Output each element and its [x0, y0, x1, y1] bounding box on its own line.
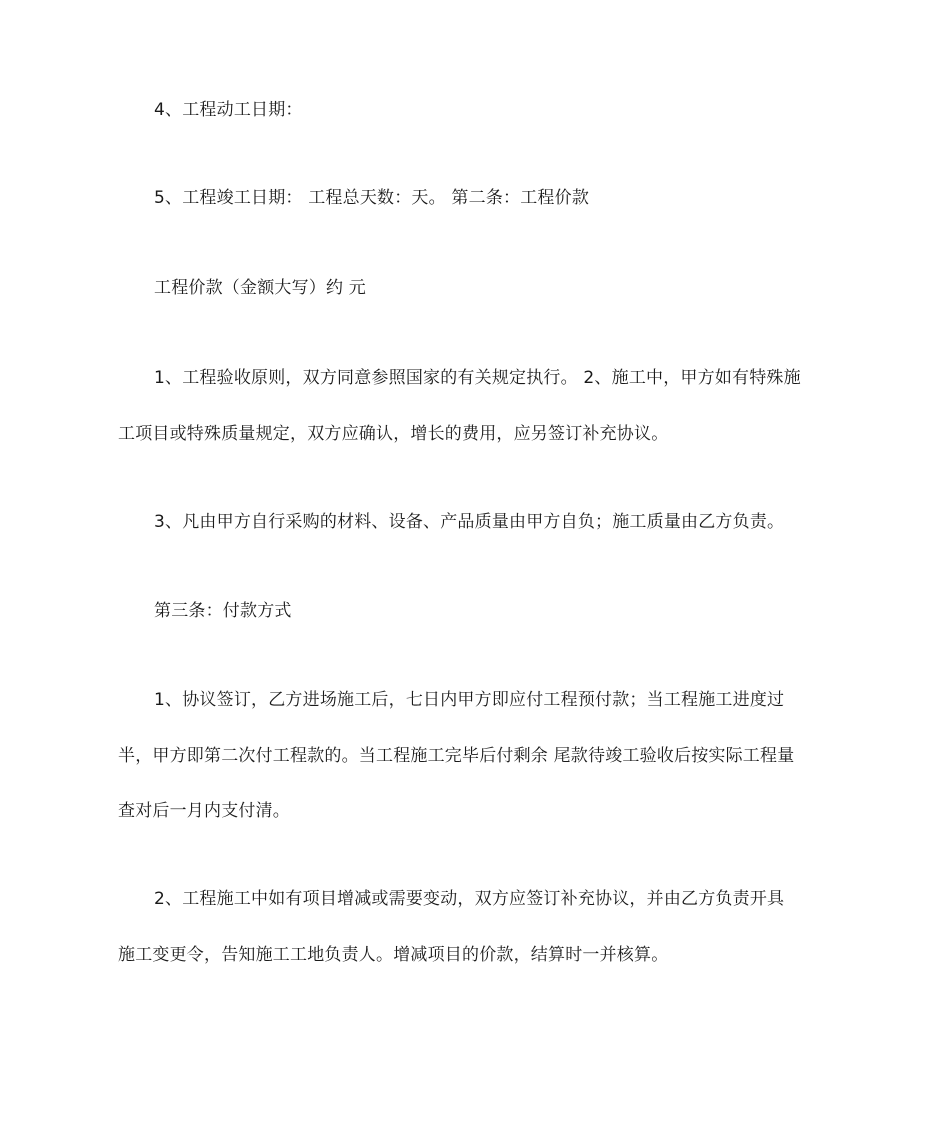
section-heading-payment: 第三条：付款方式	[154, 601, 292, 621]
payment-clause-line-1: 1、协议签订，乙方进场施工后，七日内甲方即应付工程预付款；当工程施工进度过	[154, 690, 785, 710]
payment-clause-line-3: 查对后一月内支付清。	[118, 801, 290, 821]
change-clause-line-1: 2、工程施工中如有项目增减或需要变动，双方应签订补充协议，并由乙方负责开具	[154, 889, 785, 909]
project-price-line: 工程价款（金额大写）约 元	[154, 278, 367, 298]
material-quality-clause: 3、凡由甲方自行采购的材料、设备、产品质量由甲方自负；施工质量由乙方负责。	[154, 512, 785, 532]
start-date-line: 4、工程动工日期：	[154, 100, 303, 120]
completion-date-line: 5、工程竣工日期： 工程总天数：天。 第二条：工程价款	[154, 188, 590, 208]
change-clause-line-2: 施工变更令，告知施工工地负责人。增减项目的价款，结算时一并核算。	[118, 945, 669, 965]
acceptance-clause-line-1: 1、工程验收原则，双方同意参照国家的有关规定执行。 2、施工中，甲方如有特殊施	[154, 368, 801, 388]
payment-clause-line-2: 半，甲方即第二次付工程款的。当工程施工完毕后付剩余 尾款待竣工验收后按实际工程量	[118, 746, 795, 766]
acceptance-clause-line-2: 工项目或特殊质量规定，双方应确认，增长的费用，应另签订补充协议。	[118, 424, 669, 444]
